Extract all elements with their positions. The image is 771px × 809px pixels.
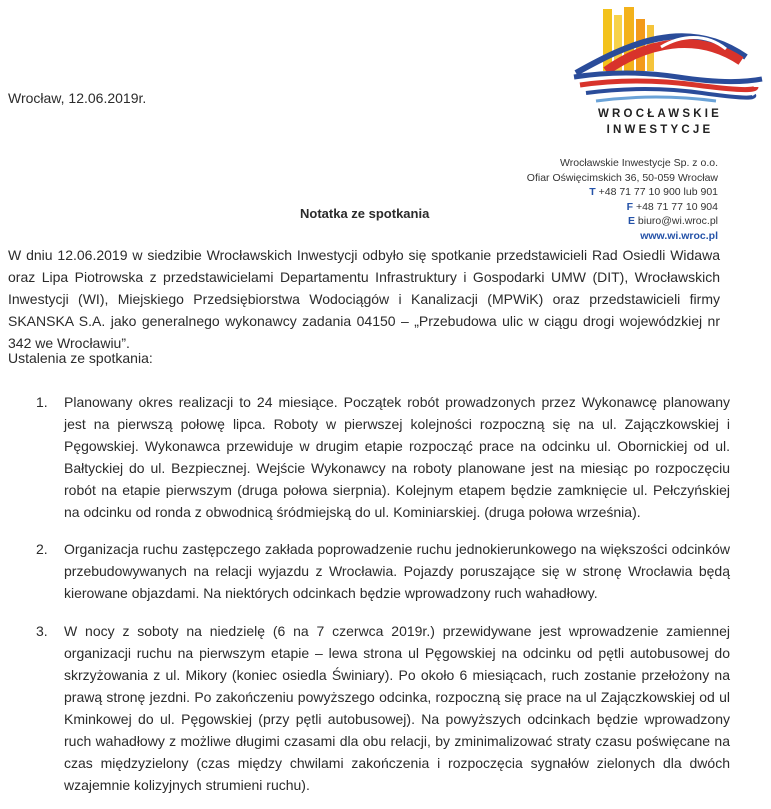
findings-heading: Ustalenia ze spotkania: <box>8 350 153 366</box>
logo-wordmark-line1: WROCŁAWSKIE <box>598 108 722 120</box>
logo-wordmark-line2: INWESTYCJE <box>606 124 714 136</box>
company-phone-line <box>418 185 718 200</box>
company-email-line <box>418 214 718 229</box>
company-contact-block <box>418 156 718 243</box>
list-item-text: W nocy z soboty na niedzielę (6 na 7 czerwca 2019r.) przewidywane jest wprowadzenie zamiennej organizacji ruchu na pierwszym etapie – lewa strona ul Pęgowskiej na odcinku od pętli autobusowej do skrzyżowania z ul. Mikory (koniec osiedla Świniary). Po około 6 miesiącach, ruch zostanie przełożony na prawą stronę jezdni. Po zakończeniu powyższego odcinka, rozpoczną się prace na ul Zajączkowskiej od ul Kminkowej do ul. Pęgowskiej (przy pętli autobusowej). Na powyższych odcinkach będzie wprowadzony ruch wahadłowy z możliwe długimi czasami dla obu relacji, by zminimalizować straty czasu poświęcane na czas międzyzielony (czas między chwilami zakończenia i rozpoczęcia sygnałów zielonych dla dwóch wzajemnie kolizyjnych strumieni ruchu). <box>64 623 730 793</box>
logo-wordmark <box>580 106 740 138</box>
logo-bridge-arcs <box>576 36 746 73</box>
list-item-text: Planowany okres realizacji to 24 miesiące. Początek robót prowadzonych przez Wykonawcę planowany jest na pierwszą połowę lipca. Roboty w pierwszej kolejności rozpoczną się na ul. Zajączkowskiej i Pęgowskiej. Wykonawca przewiduje w drugim etapie rozpocząć prace na odcinku ul. Obornickiej od ul. Bałtyckiej do ul. Bezpiecznej. Wejście Wykonawcy na roboty planowane jest na miesiąc po rozpoczęciu robót na etapie pierwszym (druga połowa sierpnia). Kolejnym etapem będzie zamknięcie ul. Pełczyńskiej na odcinku od ronda z obwodnicą śródmiejską do ul. Kominiarskiej. (druga połowa września). <box>64 394 730 520</box>
intro-paragraph: W dniu 12.06.2019 w siedzibie Wrocławskich Inwestycji odbyło się spotkanie przedstawicieli Rad Osiedli Widawa oraz Lipa Piotrowska z przedstawicielami Departamentu Infrastruktury i Gospodarki UMW (DIT), Wrocławskich Inwestycji (WI), Miejskiego Przedsiębiorstwa Wodociągów i Kanalizacji (MPWiK) oraz przedstawicieli firmy SKANSKA S.A. jako generalnego wykonawcy zadania 04150 – „Przebudowa ulic w ciągu drogi wojewódzkiej nr 342 we Wrocławiu”. <box>8 247 720 351</box>
company-phone: +48 71 77 10 900 lub 901 <box>598 186 718 198</box>
company-fax-line <box>418 200 718 215</box>
company-email: biuro@wi.wroc.pl <box>637 215 718 227</box>
fax-label: F <box>626 200 634 213</box>
place-date: Wrocław, 12.06.2019r. <box>8 90 147 106</box>
list-item-number: 1. <box>36 394 48 410</box>
company-address: Ofiar Oświęcimskich 36, 50-059 Wrocław <box>526 171 718 184</box>
list-item-number: 3. <box>36 623 48 639</box>
email-label: E <box>627 215 635 227</box>
document-title: Notatka ze spotkania <box>300 206 430 221</box>
list-item-text: Organizacja ruchu zastępczego zakłada poprowadzenie ruchu jednokierunkowego na większości odcinków przebudowywanych na relacji wyjazdu z Wrocławia. Pojazdy poruszające się w stronę Wrocławia będą kierowane objazdami. Na niektórych odcinkach będzie wprowadzony ruch wahadłowy. <box>64 541 730 601</box>
phone-label: T <box>589 186 596 198</box>
company-url: www.wi.wroc.pl <box>640 229 718 242</box>
company-fax: +48 71 77 10 904 <box>635 200 718 213</box>
wroclawskie-inwestycje-logo <box>566 5 766 107</box>
list-item-number: 2. <box>36 541 48 557</box>
logo-water-waves <box>574 73 762 101</box>
company-name: Wrocławskie Inwestycje Sp. z o.o. <box>560 157 718 169</box>
